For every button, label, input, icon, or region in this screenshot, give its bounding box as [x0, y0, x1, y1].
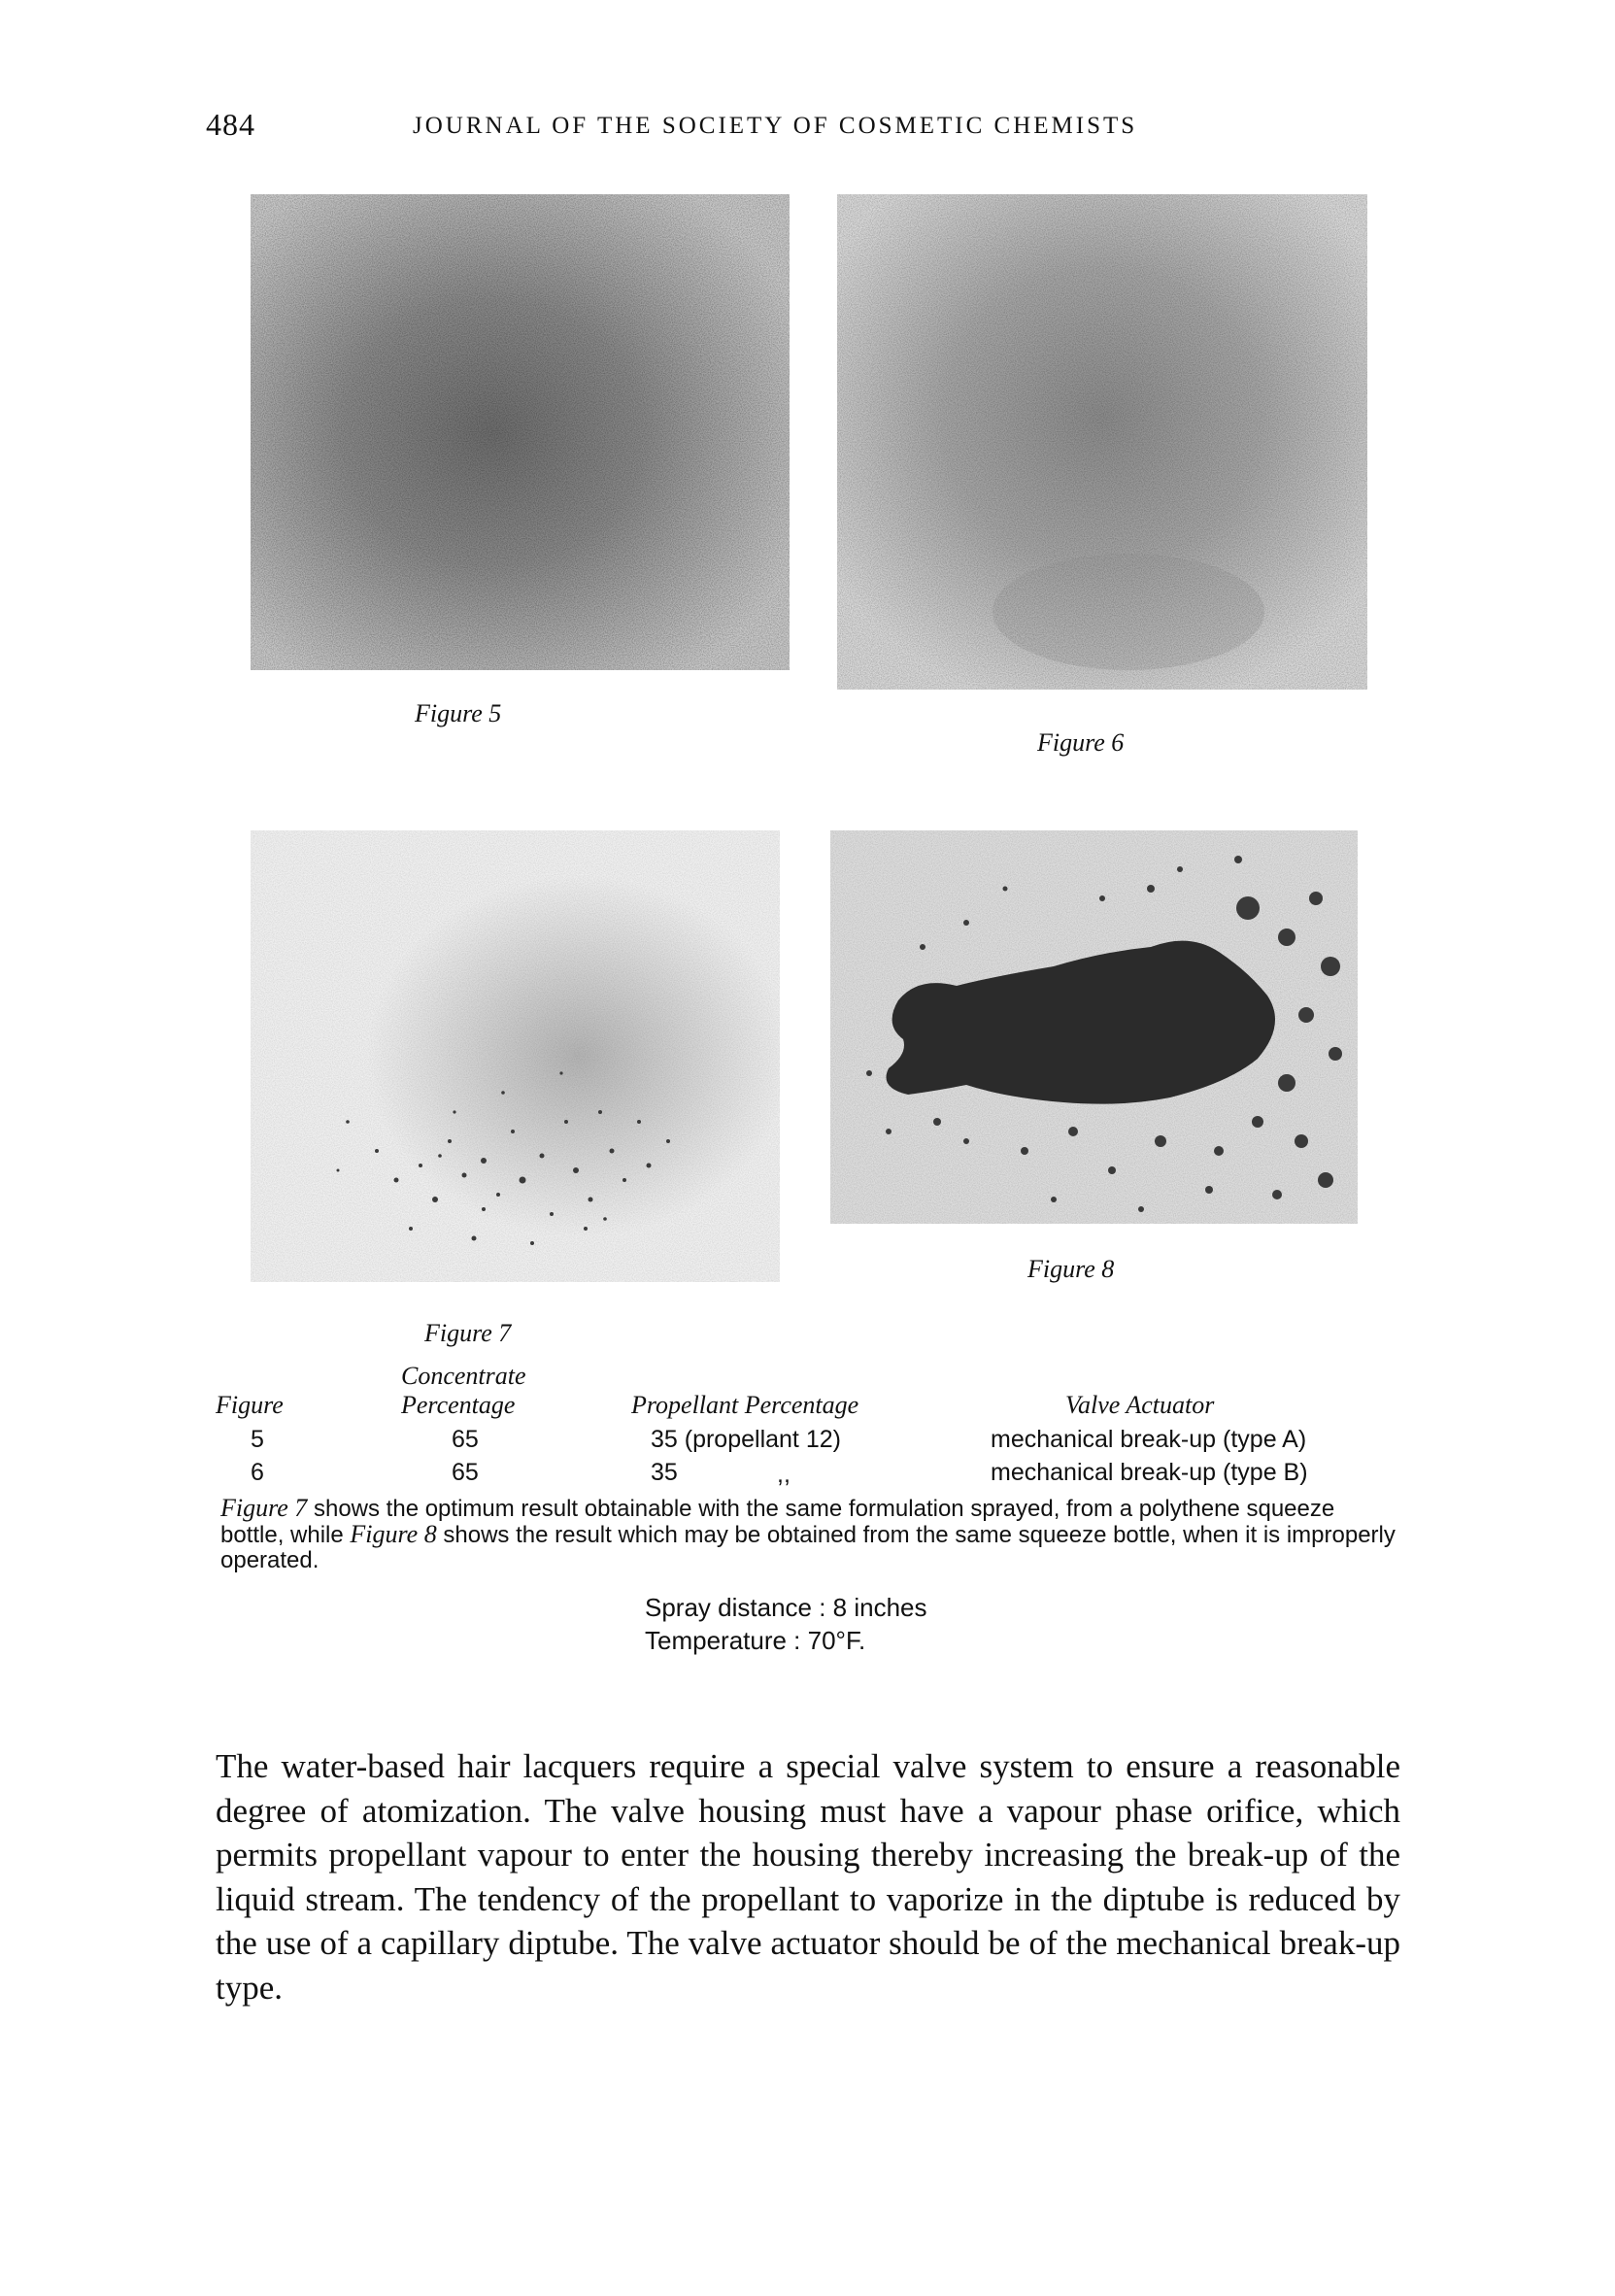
figure-7-caption: Figure 7 [424, 1319, 512, 1347]
table-header-valve: Valve Actuator [1065, 1391, 1215, 1419]
page-number: 484 [206, 107, 255, 142]
table-row-2-figure: 6 [251, 1459, 264, 1486]
figure-5-caption: Figure 5 [415, 699, 502, 727]
spray-distance: Spray distance : 8 inches [645, 1593, 927, 1622]
figure-8-image [830, 830, 1358, 1224]
table-row-2-concentrate: 65 [452, 1459, 479, 1486]
body-paragraph: The water-based hair lacquers require a special valve system to ensure a reasonable degree of atomization. The valve housing must have a vapour phase orifice, which permits propellant vapour to enter the housing thereby increasing the break-up of the liquid stream. The tendency of the propellant to vaporize in the diptube is reduced by the use of a capillary diptube. The valve actuator should be of the mechanical break-up type. [216, 1747, 1400, 2007]
journal-running-head: JOURNAL OF THE SOCIETY OF COSMETIC CHEMISTS [413, 113, 1138, 139]
figure-7-reference: Figure 7 [220, 1494, 308, 1522]
figure-note [220, 1496, 1400, 1573]
table-row-1-propellant: 35 (propellant 12) [651, 1426, 841, 1453]
figure-7-image [251, 830, 780, 1282]
figure-8-caption: Figure 8 [1027, 1255, 1115, 1283]
figure-8-reference: Figure 8 [350, 1520, 437, 1548]
figure-6-image [837, 194, 1367, 690]
table-row-2-propellant: 35 [651, 1459, 678, 1486]
table-row-2-valve: mechanical break-up (type B) [991, 1459, 1308, 1486]
table-header-concentrate-line2: Percentage [401, 1391, 516, 1419]
table-row-1-figure: 5 [251, 1426, 264, 1453]
figure-6-caption: Figure 6 [1037, 728, 1125, 757]
note-text-2: shows the result which may be obtained from the same squeeze bottle, when it is improperly operated. [220, 1522, 1396, 1573]
temperature: Temperature : 70°F. [645, 1626, 866, 1655]
table-header-figure: Figure [216, 1391, 284, 1419]
table-header-concentrate-line1: Concentrate [401, 1362, 526, 1390]
table-row-1-concentrate: 65 [452, 1426, 479, 1453]
table-row-1-valve: mechanical break-up (type A) [991, 1426, 1307, 1453]
table-row-2-ditto-mark: ,, [777, 1461, 791, 1488]
figure-5-image [251, 194, 790, 670]
table-header-propellant: Propellant Percentage [631, 1391, 859, 1419]
note-text-1: shows the optimum result obtainable with the same formulation sprayed, from a polythene squeeze bottle, while [220, 1496, 1335, 1548]
